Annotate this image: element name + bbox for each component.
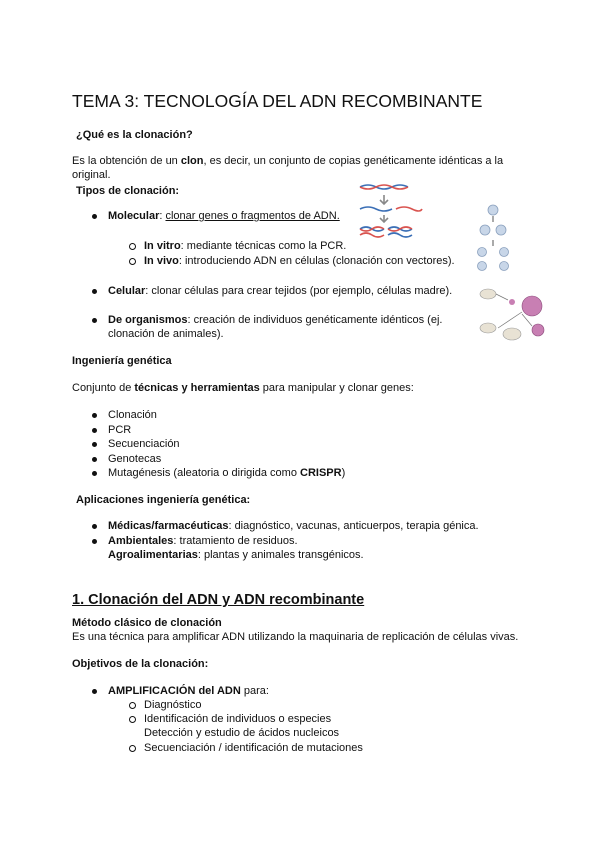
bullet-dot xyxy=(92,413,97,418)
bullet-circle xyxy=(129,258,136,265)
bullet-dot xyxy=(92,428,97,433)
ingenieria-definition xyxy=(72,381,414,395)
amp-item-secuenciacion: Secuenciación / identificación de mutaciones xyxy=(144,742,363,754)
organismos-item xyxy=(108,313,442,327)
bullet-dot xyxy=(92,689,97,694)
ing-def-2: para manipular y clonar genes: xyxy=(259,382,414,394)
invitro-text: : mediante técnicas como la PCR. xyxy=(180,240,347,252)
bullet-dot xyxy=(92,289,97,294)
def-part-2: , es decir, un conjunto de copias genéticamente idénticas a la xyxy=(203,155,504,167)
mutagenesis-end: ) xyxy=(341,467,346,479)
dna-replication-figure xyxy=(358,183,430,239)
list-item: Clonación xyxy=(108,409,157,421)
ing-def-1: Conjunto de xyxy=(72,382,135,394)
bullet-dot xyxy=(92,318,97,323)
agro-text: : plantas y animales transgénicos. xyxy=(197,549,364,561)
amp-item-identificacion: Identificación de individuos o especies xyxy=(144,713,332,725)
invitro-item xyxy=(144,239,346,253)
medicas-label: Médicas/farmacéuticas xyxy=(108,520,229,532)
medicas-item xyxy=(108,519,479,533)
amplificacion-item xyxy=(108,684,269,698)
definition-paragraph xyxy=(72,154,542,168)
molecular-text: clonar genes o fragmentos de ADN. xyxy=(165,210,340,222)
bullet-circle xyxy=(129,745,136,752)
bullet-dot xyxy=(92,457,97,462)
invivo-item xyxy=(144,254,455,268)
definition-paragraph-end: original. xyxy=(72,169,111,181)
agro-label: Agroalimentarias xyxy=(108,549,198,561)
bullet-dot xyxy=(92,442,97,447)
ambientales-label: Ambientales xyxy=(108,535,174,547)
ing-def-bold: técnicas y herramientas xyxy=(134,382,260,394)
agro-item xyxy=(108,548,364,562)
celular-item xyxy=(108,284,452,298)
question-heading: ¿Qué es la clonación? xyxy=(76,129,193,141)
invivo-text: : introduciendo ADN en células (clonación con vectores). xyxy=(178,255,455,267)
bullet-circle xyxy=(129,243,136,250)
cell-division-figure xyxy=(472,202,514,274)
molecular-label: Molecular xyxy=(108,210,160,222)
list-item: Genotecas xyxy=(108,453,162,465)
bullet-circle xyxy=(129,716,136,723)
def-part-1: Es la obtención de un xyxy=(72,155,181,167)
celular-label: Celular xyxy=(108,285,146,297)
ambientales-text: : tratamiento de residuos. xyxy=(173,535,298,547)
metodo-heading: Método clásico de clonación xyxy=(72,617,222,629)
molecular-colon: : xyxy=(159,210,166,222)
bullet-dot xyxy=(92,471,97,476)
list-item-mutagenesis xyxy=(108,466,345,480)
organismos-text-1: : creación de individuos genéticamente idénticos (ej. xyxy=(187,314,443,326)
crispr-bold: CRISPR xyxy=(300,467,342,479)
tipos-heading: Tipos de clonación: xyxy=(76,185,180,197)
list-item: Secuenciación xyxy=(108,438,180,450)
list-item: PCR xyxy=(108,424,132,436)
amplificacion-label: AMPLIFICACIÓN del ADN xyxy=(108,685,241,697)
bullet-circle xyxy=(129,702,136,709)
organismos-label: De organismos xyxy=(108,314,188,326)
page-title: TEMA 3: TECNOLOGÍA DEL ADN RECOMBINANTE xyxy=(72,91,483,111)
amplificacion-text: para: xyxy=(240,685,269,697)
bullet-dot xyxy=(92,214,97,219)
section-1-title: 1. Clonación del ADN y ADN recombinante xyxy=(72,592,365,608)
amp-item-diagnostico: Diagnóstico xyxy=(144,699,202,711)
organismos-text-2: clonación de animales). xyxy=(108,328,224,340)
molecular-item xyxy=(108,209,340,223)
invivo-label: In vivo xyxy=(144,255,179,267)
def-bold-clon: clon xyxy=(180,155,204,167)
mutagenesis-text: Mutagénesis (aleatoria o dirigida como xyxy=(108,467,300,479)
animal-cloning-figure xyxy=(478,284,550,346)
objetivos-heading: Objetivos de la clonación: xyxy=(72,658,209,670)
ambientales-item xyxy=(108,534,298,548)
medicas-text: : diagnóstico, vacunas, anticuerpos, terapia génica. xyxy=(228,520,479,532)
ingenieria-heading: Ingeniería genética xyxy=(72,355,172,367)
aplicaciones-heading: Aplicaciones ingeniería genética: xyxy=(76,494,251,506)
bullet-dot xyxy=(92,539,97,544)
invitro-label: In vitro xyxy=(144,240,181,252)
celular-text: : clonar células para crear tejidos (por ejemplo, células madre). xyxy=(145,285,453,297)
metodo-text: Es una técnica para amplificar ADN utilizando la maquinaria de replicación de células vivas. xyxy=(72,631,519,643)
amp-item-deteccion: Detección y estudio de ácidos nucleicos xyxy=(144,727,340,739)
bullet-dot xyxy=(92,524,97,529)
